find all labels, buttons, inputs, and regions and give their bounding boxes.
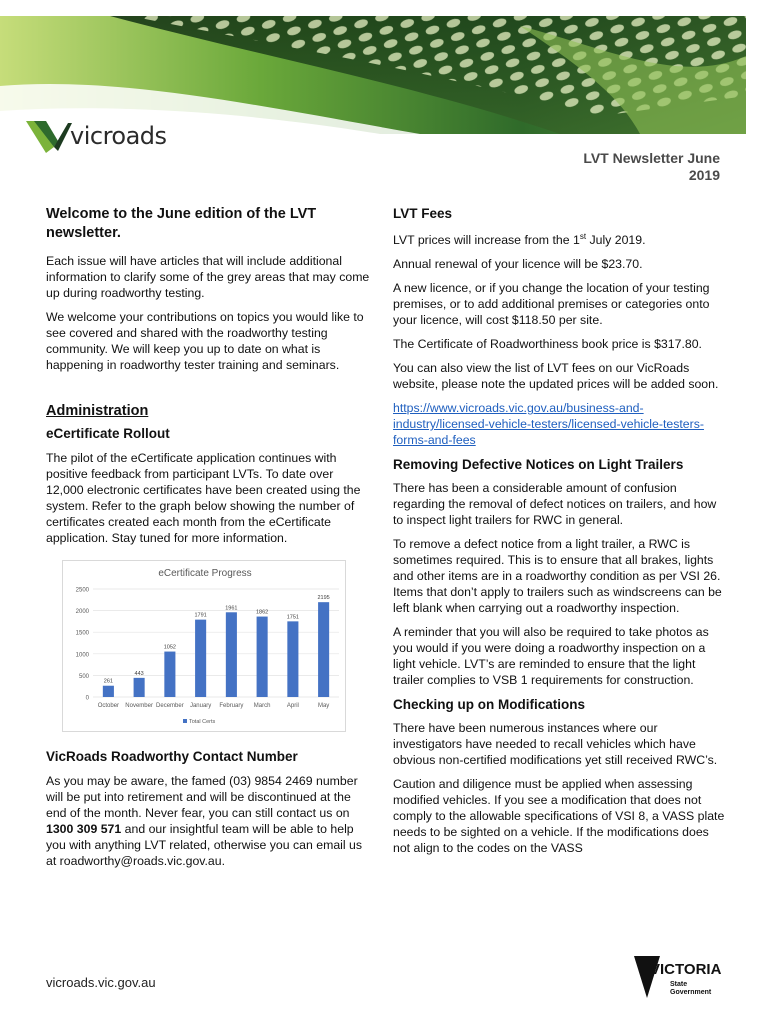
welcome-paragraph-2: We welcome your contributions on topics you would like to see covered and shared with the roadworthy testing community. We will keep you up to date on what is happening in roadworthy tester training and seminars. — [46, 310, 364, 372]
fees-paragraph-1 — [393, 229, 725, 248]
chart-x-tick-label: December — [156, 703, 184, 709]
chart-data-label: 1862 — [256, 609, 269, 616]
chart-x-tick-label: April — [286, 703, 299, 709]
welcome-heading: Welcome to the June edition of the LVT newsletter. — [46, 206, 317, 241]
newsletter-title-line2: 2019 — [688, 167, 720, 183]
fees-link-paragraph — [393, 400, 725, 448]
contact-text-pre: As you may be aware, the famed (03) 9854 2469 number will be put into retirement and will be discontinued at the end of the month. Never fear, you can still contact us on — [46, 774, 358, 820]
chart-y-tick-label: 2500 — [75, 587, 89, 594]
contact-text-post: and our insightful team will be able to help you with anything LVT related, otherwise you can email us at roadworthy@roads.vic.gov.au. — [46, 822, 363, 868]
chart-bar — [226, 612, 237, 697]
fees-p1-post: July 2019. — [586, 233, 646, 248]
welcome-paragraph-1: Each issue will have articles that will include additional information to clarify some of the grey areas that may come up during roadworthy testing. — [46, 254, 370, 300]
chart-y-tick-label: 0 — [85, 695, 89, 702]
chart-bar — [164, 652, 175, 697]
contact-phone-number: 1300 309 571 — [46, 822, 122, 836]
chart-legend-label: Total Certs — [189, 719, 216, 725]
chart-x-tick-label: February — [219, 703, 244, 709]
chart-bar — [318, 602, 329, 697]
newsletter-title — [500, 150, 720, 184]
chart-data-label: 1961 — [225, 605, 238, 612]
victoria-wordmark: VICTORIA — [650, 961, 722, 978]
fees-paragraph-2: Annual renewal of your licence will be $23.70. — [393, 257, 643, 272]
administration-heading: Administration — [46, 403, 149, 419]
chart-title: eCertificate Progress — [158, 568, 252, 579]
chart-y-tick-label: 1000 — [75, 652, 89, 659]
chart-data-label: 2195 — [317, 595, 330, 602]
chart-y-tick-label: 500 — [78, 673, 89, 680]
contact-heading: VicRoads Roadworthy Contact Number — [46, 749, 298, 764]
chart-bar — [287, 621, 298, 697]
trailers-paragraph-2: To remove a defect notice from a light trailer, a RWC is sometimes required. This is to ensure that all brakes, lights and other items are in a roadworthy condition as per VSI 26. Items that don’t apply to trailers such as windscreens can be left blank when carrying out a roadworthy inspection. — [393, 537, 722, 616]
trailers-paragraph-3: A reminder that you will also be required to take photos as you would if you were doing a roadworthy inspection on a light vehicle. LVT’s are reminded to ensure that the light trailer complies to VSB 1 requirements for construction. — [393, 625, 709, 688]
logo-text: vicroads — [70, 122, 167, 150]
chart-data-label: 443 — [134, 670, 144, 677]
fees-p1-sup: st — [579, 232, 587, 241]
chart-bar — [103, 686, 114, 697]
victoria-sub-government: Government — [670, 989, 712, 996]
chart-y-tick-label: 2000 — [75, 609, 89, 616]
chart-x-tick-label: November — [125, 703, 153, 709]
right-column — [393, 205, 725, 864]
chart-data-label: 1052 — [163, 644, 176, 651]
footer-url[interactable]: vicroads.vic.gov.au — [46, 975, 156, 990]
victoria-state-government-logo — [630, 952, 730, 1004]
trailers-heading: Removing Defective Notices on Light Trailers — [393, 457, 684, 473]
fees-p1-pre: LVT prices will increase from the 1 — [393, 233, 580, 248]
chart-data-label: 1791 — [194, 612, 207, 619]
ecertificate-chart-svg — [63, 561, 347, 733]
newsletter-title-line1: LVT Newsletter June — [583, 150, 720, 166]
chart-x-tick-label: May — [317, 703, 330, 709]
vicroads-chevron-icon — [24, 117, 74, 155]
fees-paragraph-4: The Certificate of Roadworthiness book price is $317.80. — [393, 337, 702, 352]
chart-y-tick-label: 1500 — [75, 630, 89, 637]
modifications-paragraph-2: Caution and diligence must be applied when assessing modified vehicles. If you see a modification that does not comply to the allowable specifications of VSI 8, a VASS plate needs to be sighted on a vehicle. If the modifications does not align to the codes on the VASS — [393, 777, 725, 856]
chart-legend-swatch — [183, 719, 187, 723]
ecertificate-paragraph: The pilot of the eCertificate application continues with positive feedback from participant LVTs. To date over 12,000 electronic certificates have been created using the system. Refer to the graph below showing the number of certificates created each month from the eCertificate application. Stay tuned for more information. — [46, 451, 361, 545]
chart-data-label: 1751 — [286, 614, 299, 621]
fees-link[interactable]: https://www.vicroads.vic.gov.au/business-and-industry/licensed-vehicle-testers/licensed-vehicle-testers-forms-and-fees — [393, 401, 704, 448]
chart-x-tick-label: January — [189, 703, 212, 709]
left-column — [46, 205, 374, 877]
chart-bar — [134, 678, 145, 697]
ecertificate-heading: eCertificate Rollout — [46, 426, 170, 441]
trailers-paragraph-1: There has been a considerable amount of confusion regarding the removal of defect notices on trailers, and how to inspect light trailers for RWC in general. — [393, 481, 717, 528]
ecertificate-chart — [62, 560, 346, 732]
chart-x-tick-label: March — [253, 703, 271, 709]
chart-data-label: 261 — [103, 678, 113, 685]
chart-bar — [195, 620, 206, 697]
chart-x-tick-label: October — [97, 703, 120, 709]
modifications-paragraph-1: There have been numerous instances where our investigators have needed to recall vehicles which have obvious non-certified modifications yet still received RWC’s. — [393, 721, 718, 768]
lvt-fees-heading: LVT Fees — [393, 206, 453, 221]
contact-paragraph — [46, 773, 374, 869]
modifications-heading: Checking up on Modifications — [393, 697, 585, 713]
fees-paragraph-5: You can also view the list of LVT fees on our VicRoads website, please note the updated prices will be added soon. — [393, 361, 719, 392]
fees-paragraph-3: A new licence, or if you change the location of your testing premises, or to add additional premises or categories onto your licence, will cost $118.50 per site. — [393, 281, 710, 328]
vicroads-logo — [24, 116, 204, 156]
victoria-sub-state: State — [670, 981, 688, 988]
chart-bar — [257, 617, 268, 697]
